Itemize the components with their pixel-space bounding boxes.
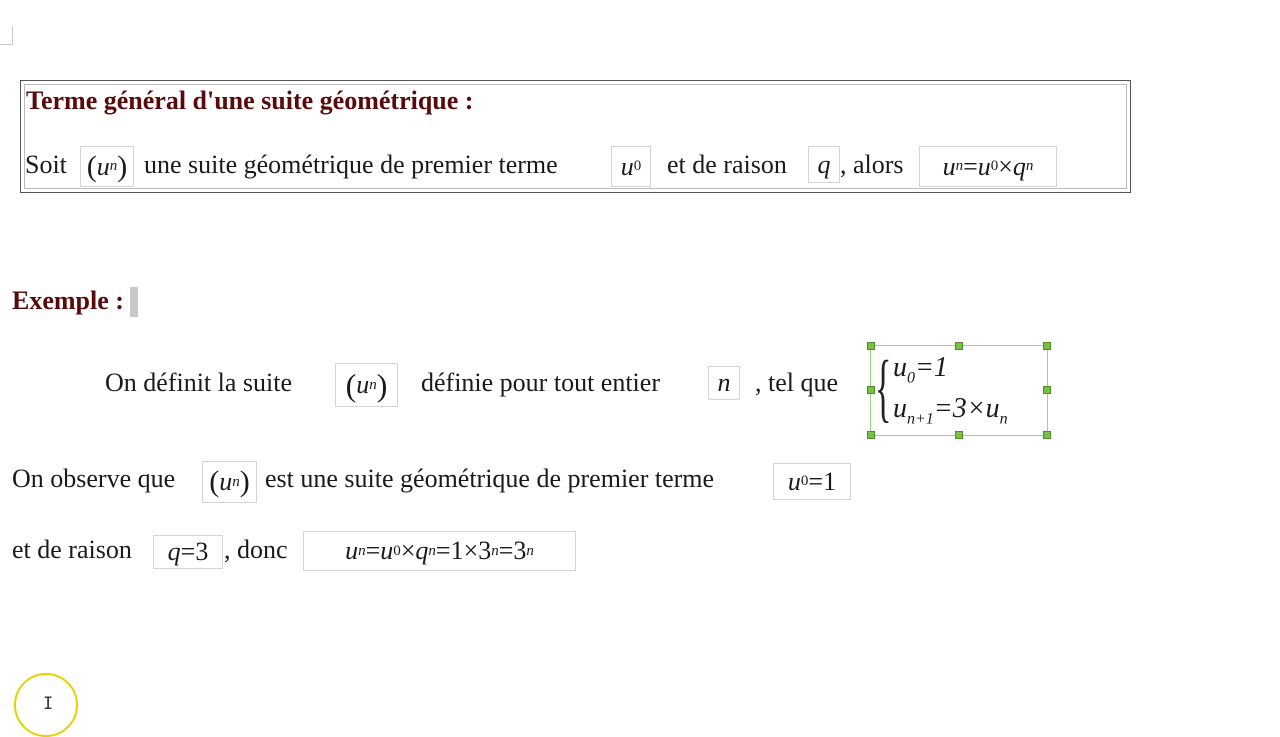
example-donc-text: , donc [224,535,288,564]
math-u0[interactable]: u 0 [611,146,651,187]
resize-handle-b[interactable] [955,431,963,439]
example-def-text-2: définie pour tout entier [421,368,660,397]
example-heading: Exemple : [12,286,124,315]
resize-handle-br[interactable] [1043,431,1051,439]
math-u0-equals-1[interactable]: u 0 =1 [773,463,851,500]
resize-handle-t[interactable] [955,342,963,350]
theorem-raison-text: et de raison [667,150,787,179]
resize-handle-tr[interactable] [1043,342,1051,350]
example-def-text-1: On définit la suite [105,368,293,397]
resize-handle-r[interactable] [1043,386,1051,394]
theorem-suite-text: une suite géométrique de premier terme [144,150,558,179]
math-sequence-un[interactable]: ( u n ) [80,146,134,187]
example-obs-text-2: est une suite géométrique de premier terme [265,464,715,493]
resize-handle-l[interactable] [867,386,875,394]
example-obs-text-1: On observe que [12,464,176,493]
theorem-alors-text: , alors [840,150,904,179]
math-q-equals-3[interactable]: q =3 [153,535,223,569]
math-sequence-un-2[interactable]: ( u n ) [335,363,398,407]
text-selection-highlight [130,287,138,317]
resize-handle-tl[interactable] [867,342,875,350]
page-corner-marker [0,26,13,45]
theorem-soit: Soit [25,150,67,179]
example-raison-text: et de raison [12,535,132,564]
math-result-formula[interactable]: u n = u 0 × q n =1×3 n =3 n [303,531,576,571]
theorem-title: Terme général d'une suite géométrique : [26,86,474,115]
recurrence-system[interactable] [870,345,1048,436]
math-general-term[interactable]: u n = u 0 × q n [919,146,1057,187]
system-line-u0: $u_0=1$ [893,352,948,387]
math-sequence-un-3[interactable]: ( u n ) [202,461,257,503]
math-q[interactable]: q [808,146,840,183]
text-cursor-icon: I [43,694,54,714]
math-n[interactable]: n [708,366,740,400]
example-def-text-3: , tel que [755,368,839,397]
resize-handle-bl[interactable] [867,431,875,439]
system-line-recurrence: $u_{n+1}=3\times u_n$ [893,393,1008,428]
system-brace: { [875,346,892,430]
